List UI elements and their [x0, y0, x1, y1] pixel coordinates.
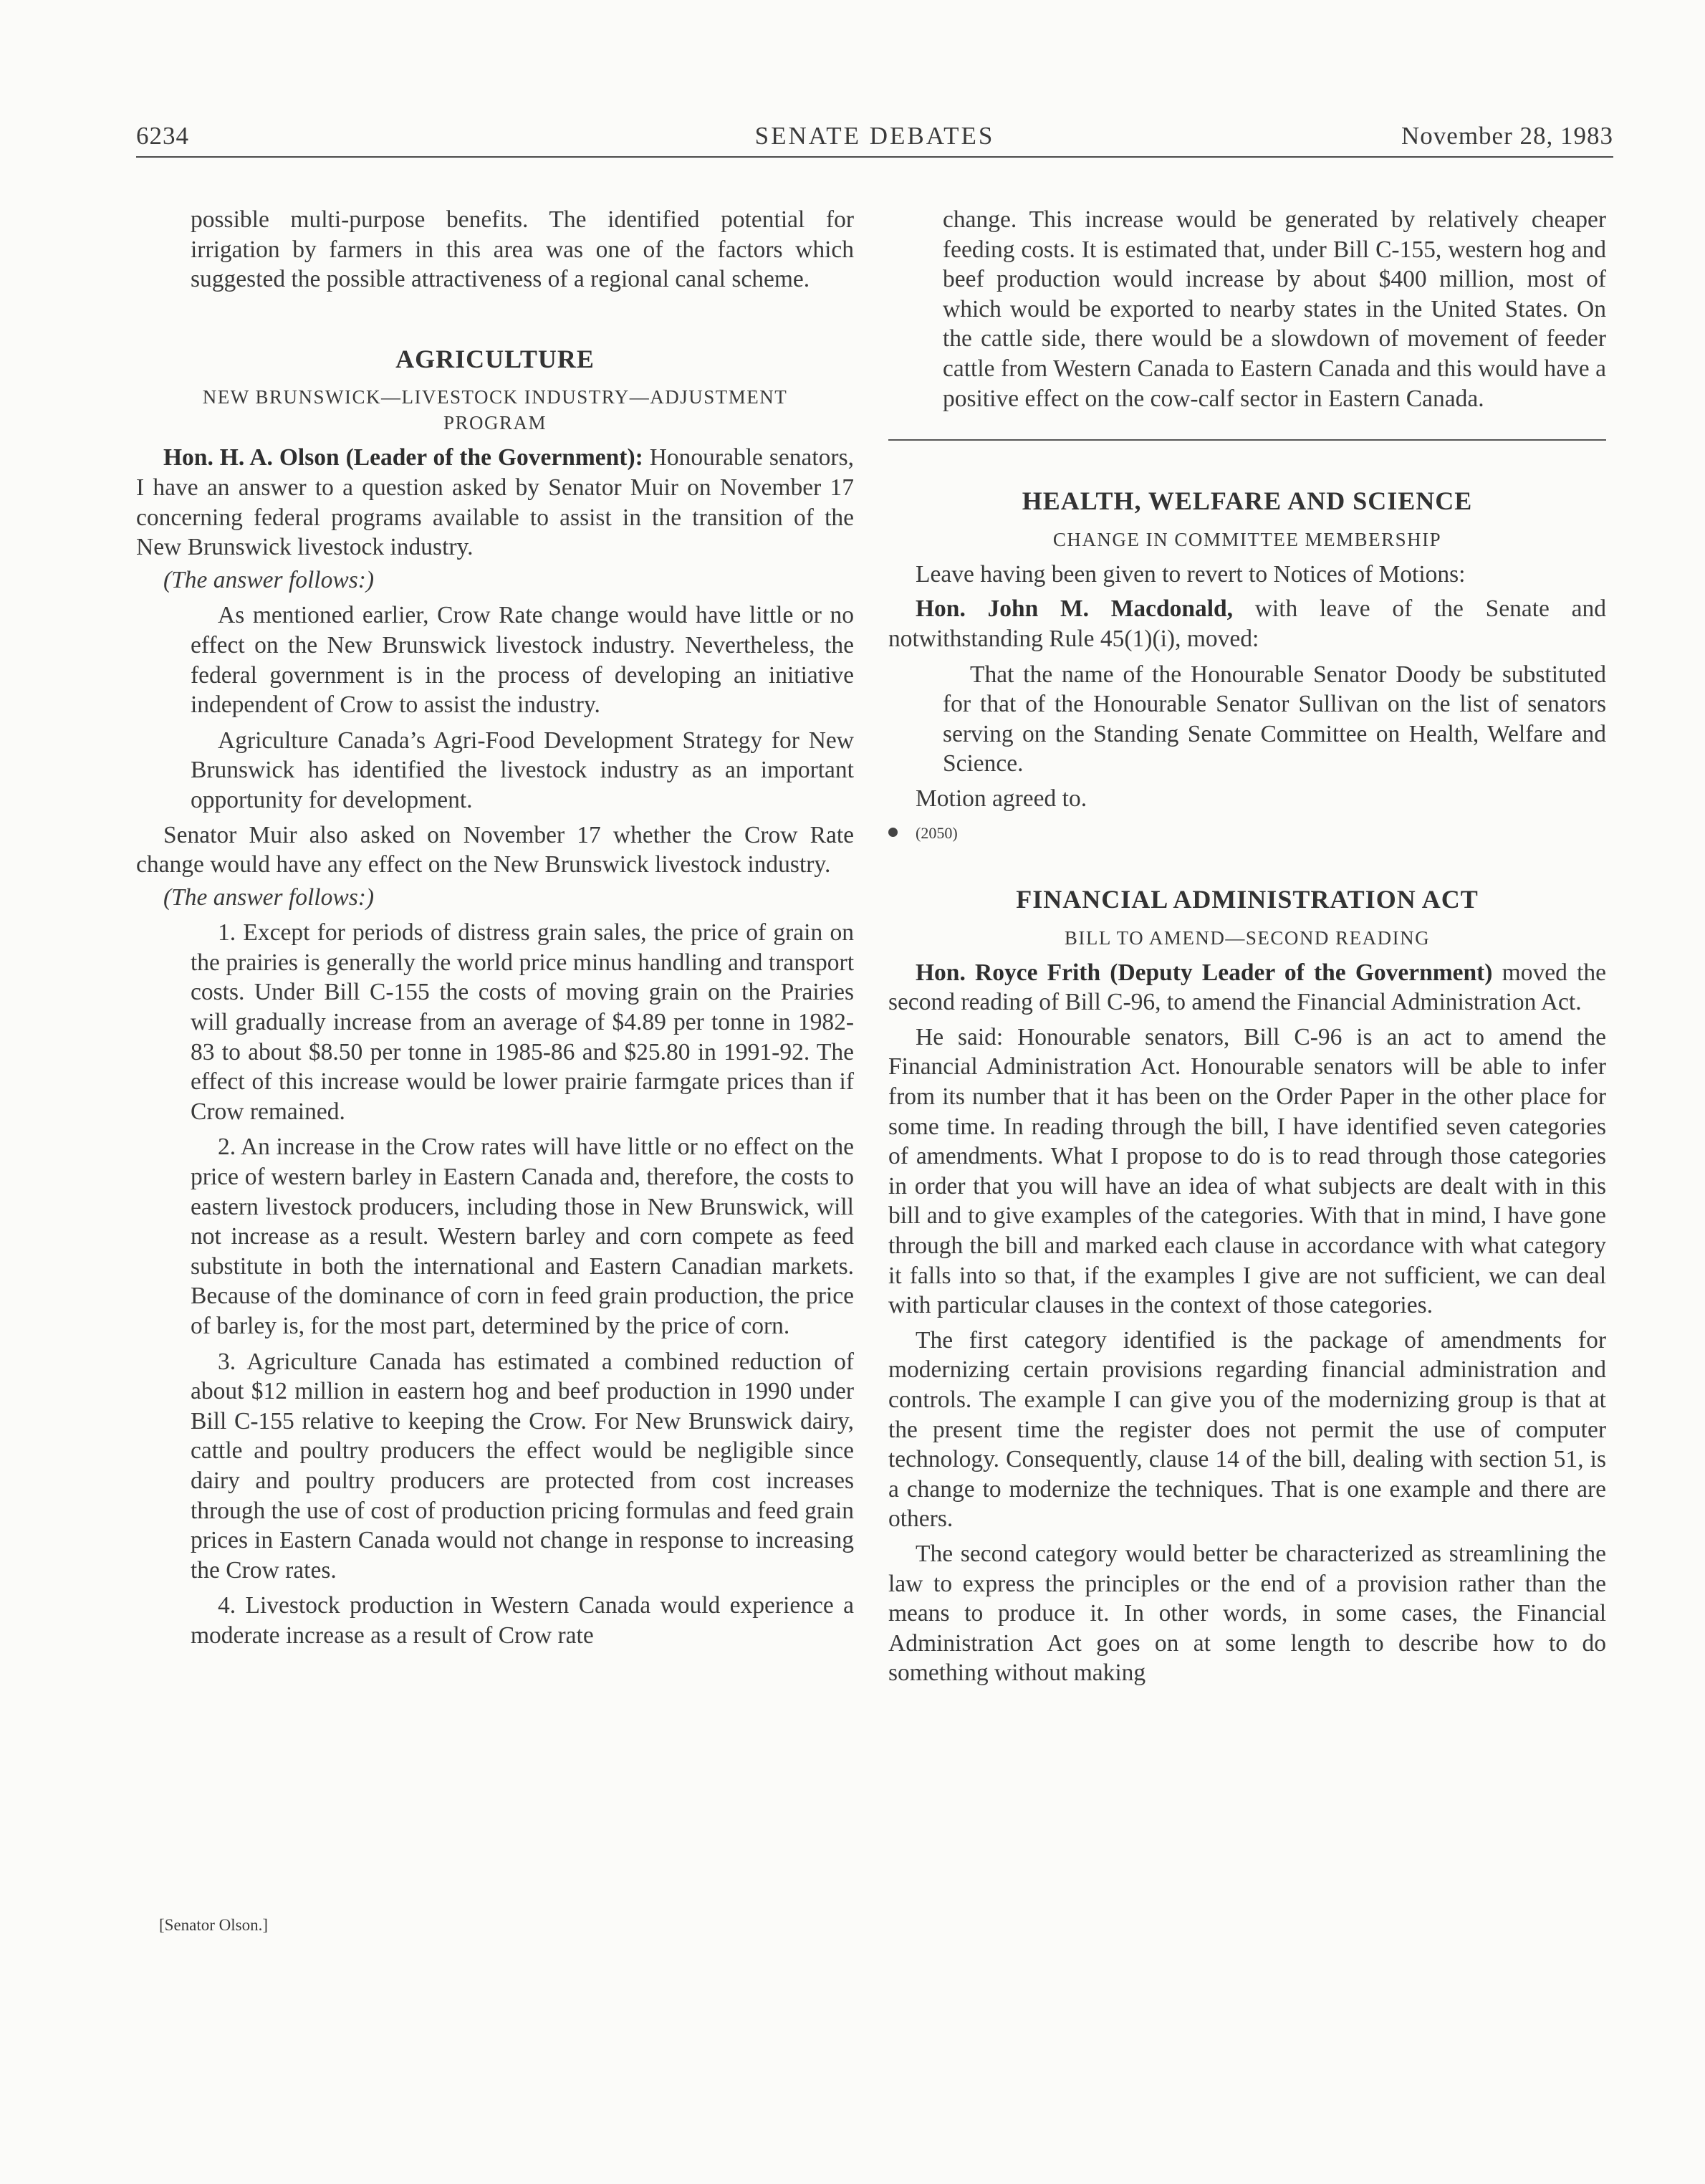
bullet-icon [888, 828, 898, 837]
numbered-paragraph: 3. Agriculture Canada has estimated a combined reduction of about $12 million in eastern hog and beef production in 1990 under Bill C-155 relative to keeping the Crow. For New Brunswick dairy, cattle and poultry producers the effect would be negligible since dairy and poultry producers are protected from cost increases through the use of cost of production pricing formulas and feed grain prices in Eastern Canada would not change in response to increasing the Crow rates. [191, 1348, 854, 1584]
issue-date: November 28, 1983 [1401, 122, 1613, 150]
right-column [888, 205, 1606, 1688]
left-column [136, 205, 854, 1651]
answer-note: (The answer follows:) [163, 566, 375, 593]
section-divider [888, 439, 1606, 441]
numbered-paragraph: 1. Except for periods of distress grain sales, the price of grain on the prairies is generally the world price minus handling and transport costs. Under Bill C-155 the costs of moving grain on the Prairies will gradually increase from an average of $4.89 per tonne in 1982-83 to about $8.50 per tonne in 1985-86 and $25.80 in 1991-92. The effect of this increase would be lower prairie farmgate prices than if Crow remained. [191, 919, 854, 1125]
paragraph [888, 594, 1606, 653]
paragraph: change. This increase would be generated by relatively cheaper feeding costs. It is estimated that, under Bill C-155, western hog and beef production would increase by about $400 million, most of which would be exported to nearby states in the United States. On the cattle side, there would be a slowdown of movement of feeder cattle from Western Canada to Eastern Canada and this would have a positive effect on the cow-calf sector in Eastern Canada. [943, 206, 1606, 412]
speech-text: moved the second reading of Bill C-96, to amend the Financial Administration Act. [888, 959, 1606, 1016]
speech-text: with leave of the Senate and notwithstanding Rule 45(1)(i), moved: [888, 595, 1606, 652]
page-header [136, 119, 1613, 158]
paragraph: Leave having been given to revert to Notices of Motions: [916, 560, 1466, 588]
section-heading: HEALTH, WELFARE AND SCIENCE [1022, 487, 1473, 516]
motion-text: That the name of the Honourable Senator Doody be substituted for that of the Honourable Senator Sullivan on the list of senators serving on the Standing Senate Committee on Health, Welfare and Science. [943, 661, 1606, 777]
answer-note: (The answer follows:) [163, 883, 375, 911]
speech-text: Honourable senators, I have an answer to a question asked by Senator Muir on November 17 concerning federal programs available to assist in the transition of the New Brunswick livestock industry. [136, 444, 854, 561]
paragraph: The second category would better be characterized as streamlining the law to express the principles or the end of a provision rather than the means to produce it. In other words, in some cases, the Financial Administration Act goes on at some length to describe how to do something without making [888, 1540, 1606, 1687]
paragraph: Motion agreed to. [916, 785, 1087, 812]
footer-attribution: [Senator Olson.] [159, 1916, 269, 1934]
section-subheading: BILL TO AMEND—SECOND READING [1064, 926, 1431, 949]
paragraph: He said: Honourable senators, Bill C-96 is an act to amend the Financial Administration Act. Honourable senators will be able to infer from its number that it has been on the Order Paper in the other place for some time. In reading through the bill, I have identified seven categories of amendments. What I propose to do is to read through those categories in order that you will have an idea of what subjects are dealt with in this bill and to give examples of the categories. With that in mind, I have gone through the bill and marked each clause in accordance with what category it falls into so that, if the examples I give are not sufficient, we can deal with particular clauses in the context of those categories. [888, 1023, 1606, 1319]
numbered-paragraph: 2. An increase in the Crow rates will have little or no effect on the price of western barley in Eastern Canada and, therefore, the costs to eastern livestock producers, including those in New Brunswick, will not increase as a result. Western barley and corn compete as feed substitute in both the international and Eastern Canadian markets. Because of the dominance of corn in feed grain production, the price of barley is, for the most part, determined by the price of corn. [191, 1134, 854, 1339]
paragraph: Agriculture Canada’s Agri-Food Development Strategy for New Brunswick has identified the livestock industry as an important opportunity for development. [191, 727, 854, 813]
publication-title: SENATE DEBATES [754, 122, 995, 150]
speaker-name: Hon. John M. Macdonald, [916, 595, 1234, 623]
speaker-name: Hon. Royce Frith (Deputy Leader of the Government) [916, 959, 1493, 986]
timestamp-text: (2050) [916, 823, 958, 842]
section-subheading: CHANGE IN COMMITTEE MEMBERSHIP [1052, 528, 1442, 550]
section-heading: AGRICULTURE [395, 344, 595, 373]
paragraph: The first category identified is the package of amendments for modernizing certain provisions regarding financial administration and controls. The example I can give you of the modernizing group is that at the present time the register does not permit the use of computer technology. Consequently, clause 14 of the bill, dealing with section 51, is a change to modernize the techniques. That is one example and there are others. [888, 1326, 1606, 1533]
timestamp [888, 818, 1606, 848]
numbered-paragraph: 4. Livestock production in Western Canada would experience a moderate increase as a result of Crow rate [191, 1592, 854, 1649]
paragraph [888, 958, 1606, 1017]
paragraph: As mentioned earlier, Crow Rate change would have little or no effect on the New Brunswick livestock industry. Nevertheless, the federal government is in the process of developing an initiative independent of Crow to assist the industry. [191, 602, 854, 719]
section-subheading: NEW BRUNSWICK—LIVESTOCK INDUSTRY—ADJUSTMENT PROGRAM [202, 386, 788, 434]
paragraph: possible multi-purpose benefits. The identified potential for irrigation by farmers in this area was one of the factors which suggested the possible attractiveness of a regional canal scheme. [191, 206, 854, 293]
section-heading: FINANCIAL ADMINISTRATION ACT [1016, 885, 1479, 914]
paragraph: Senator Muir also asked on November 17 whether the Crow Rate change would have any effect on the New Brunswick livestock industry. [136, 821, 854, 878]
paragraph [136, 443, 854, 562]
page-number: 6234 [136, 122, 189, 150]
speaker-name: Hon. H. A. Olson (Leader of the Government): [163, 444, 643, 471]
